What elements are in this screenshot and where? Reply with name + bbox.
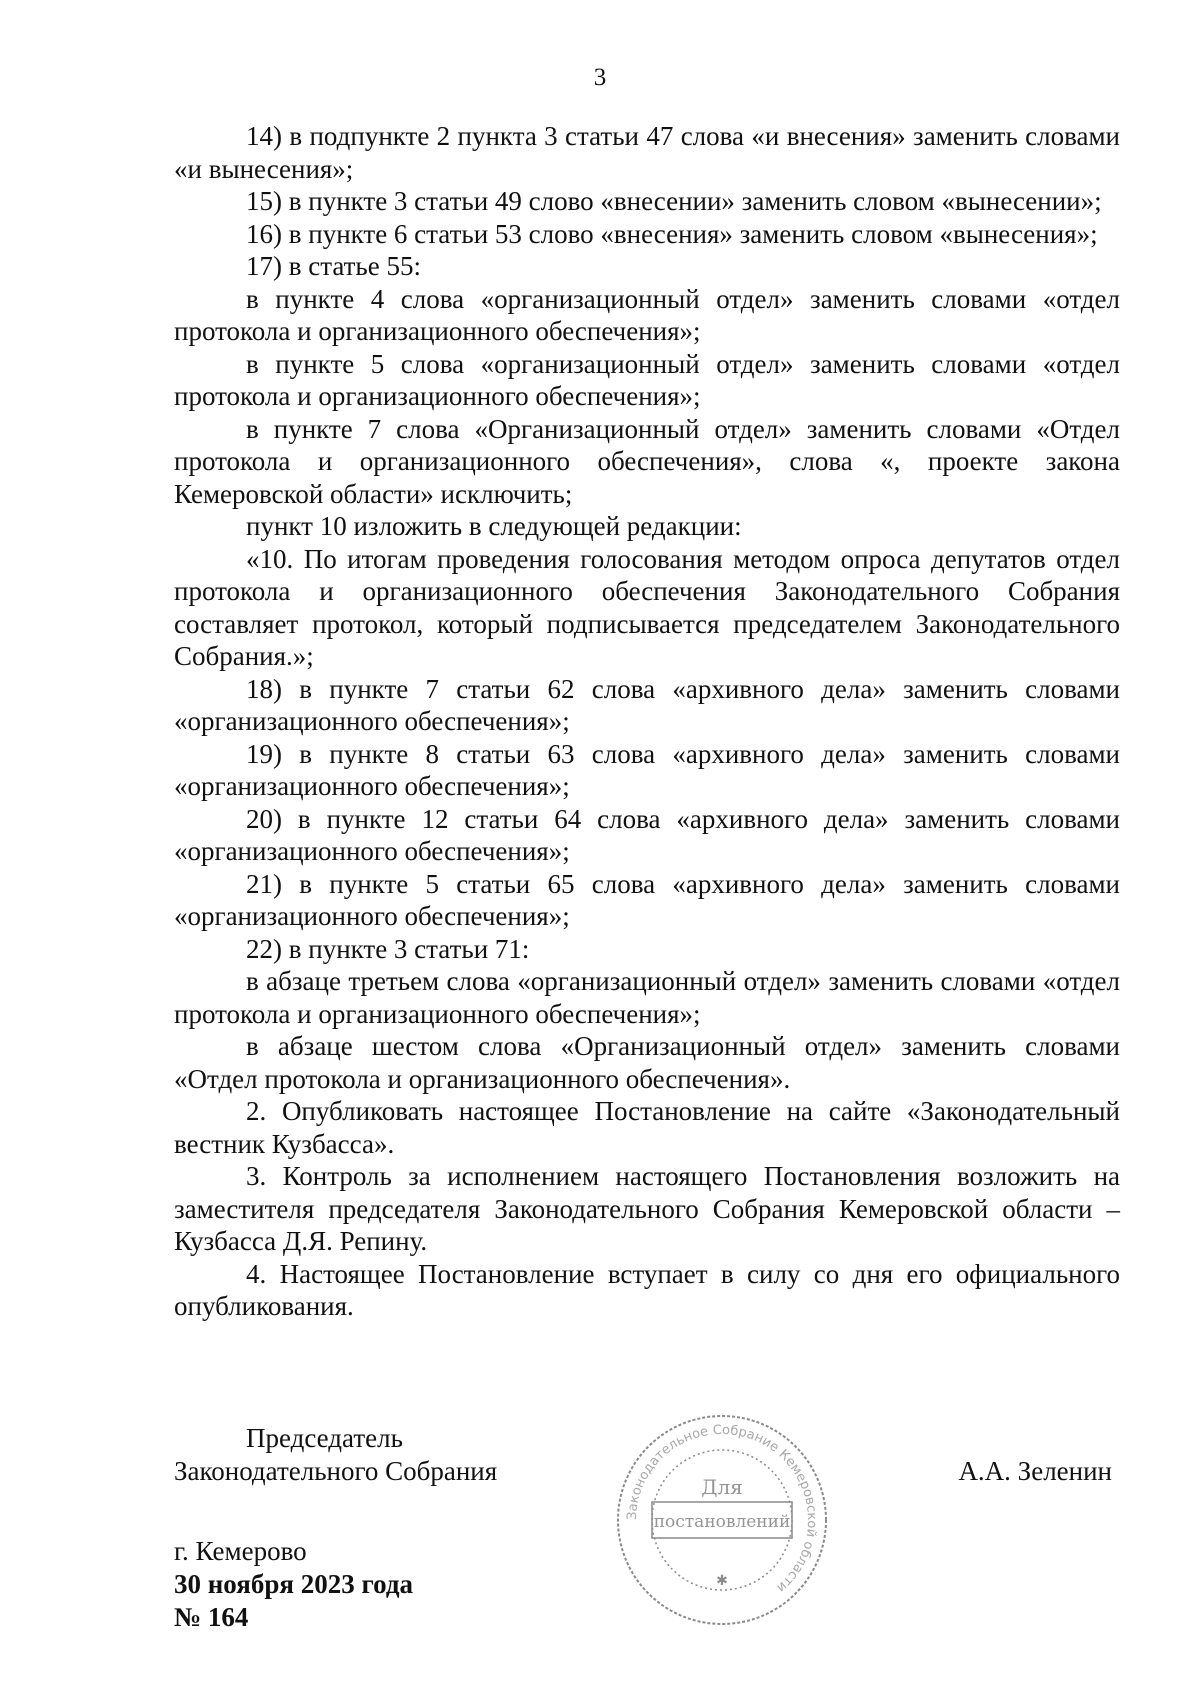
paragraph: 14) в подпункте 2 пункта 3 статьи 47 слова «и внесения» заменить словами «и вынесения»; — [174, 121, 1120, 184]
signatory-title-line2: Законодательного Собрания — [174, 1456, 498, 1486]
paragraph: 22) в пункте 3 статьи 71: — [246, 933, 530, 964]
paragraph: «10. По итогам проведения голосования методом опроса депутатов отдел протокола и организационного обеспечения Законодательного Собрания составляет протокол, который подписывается председателем Законодательного Собрания.»; — [174, 543, 1120, 671]
document-body — [174, 120, 1120, 1323]
paragraph: 21) в пункте 5 статьи 65 слова «архивного дела» заменить словами «организационного обеспечения»; — [174, 868, 1120, 931]
page-number: 3 — [593, 64, 607, 91]
document-number: № 164 — [174, 1602, 249, 1632]
signatory-name: А.А. Зеленин — [958, 1456, 1112, 1486]
document-city: г. Кемерово — [174, 1536, 307, 1566]
seal-star-icon: ✱ — [716, 1573, 728, 1589]
paragraph: 16) в пункте 6 статьи 53 слово «внесения» заменить словом «вынесения»; — [246, 218, 1098, 249]
paragraph: 17) в статье 55: — [246, 251, 421, 281]
paragraph: в пункте 4 слова «организационный отдел» заменить словами «отдел протокола и организационного обеспечения»; — [174, 283, 1120, 346]
paragraph: 20) в пункте 12 статьи 64 слова «архивного дела» заменить словами «организационного обеспечения»; — [174, 803, 1120, 866]
seal-center-line2: постановлений — [653, 1512, 791, 1532]
official-seal — [612, 1410, 832, 1630]
paragraph: в пункте 5 слова «организационный отдел» заменить словами «отдел протокола и организационного обеспечения»; — [174, 348, 1120, 411]
paragraph: 18) в пункте 7 статьи 62 слова «архивного дела» заменить словами «организационного обеспечения»; — [174, 673, 1120, 736]
signatory-title-line1: Председатель — [246, 1423, 403, 1453]
paragraph: 3. Контроль за исполнением настоящего Постановления возложить на заместителя председателя Законодательного Собрания Кемеровской области – Кузбасса Д.Я. Репину. — [174, 1161, 1120, 1256]
document-date: 30 ноября 2023 года — [174, 1569, 413, 1599]
paragraph: в абзаце шестом слова «Организационный отдел» заменить словами «Отдел протокола и организационного обеспечения». — [174, 1031, 1120, 1094]
seal-ring-text — [625, 1423, 819, 1595]
seal-center-line1: Для — [701, 1475, 743, 1499]
paragraph: в абзаце третьем слова «организационный отдел» заменить словами «отдел протокола и организационного обеспечения»; — [174, 966, 1120, 1029]
paragraph: пункт 10 изложить в следующей редакции: — [246, 511, 742, 541]
paragraph: 19) в пункте 8 статьи 63 слова «архивного дела» заменить словами «организационного обеспечения»; — [174, 738, 1120, 801]
paragraph: в пункте 7 слова «Организационный отдел» заменить словами «Отдел протокола и организационного обеспечения», слова «, проекте закона Кемеровской области» исключить; — [174, 413, 1120, 509]
place-and-date-block — [174, 1535, 413, 1634]
paragraph: 15) в пункте 3 статьи 49 слово «внесении» заменить словом «вынесении»; — [246, 186, 1102, 216]
paragraph: 4. Настоящее Постановление вступает в силу со дня его официального опубликования. — [174, 1258, 1120, 1321]
paragraph: 2. Опубликовать настоящее Постановление на сайте «Законодательный вестник Кузбасса». — [174, 1096, 1120, 1159]
seal-ring-text-path: Законодательное Собрание Кемеровской области — [624, 1422, 820, 1596]
